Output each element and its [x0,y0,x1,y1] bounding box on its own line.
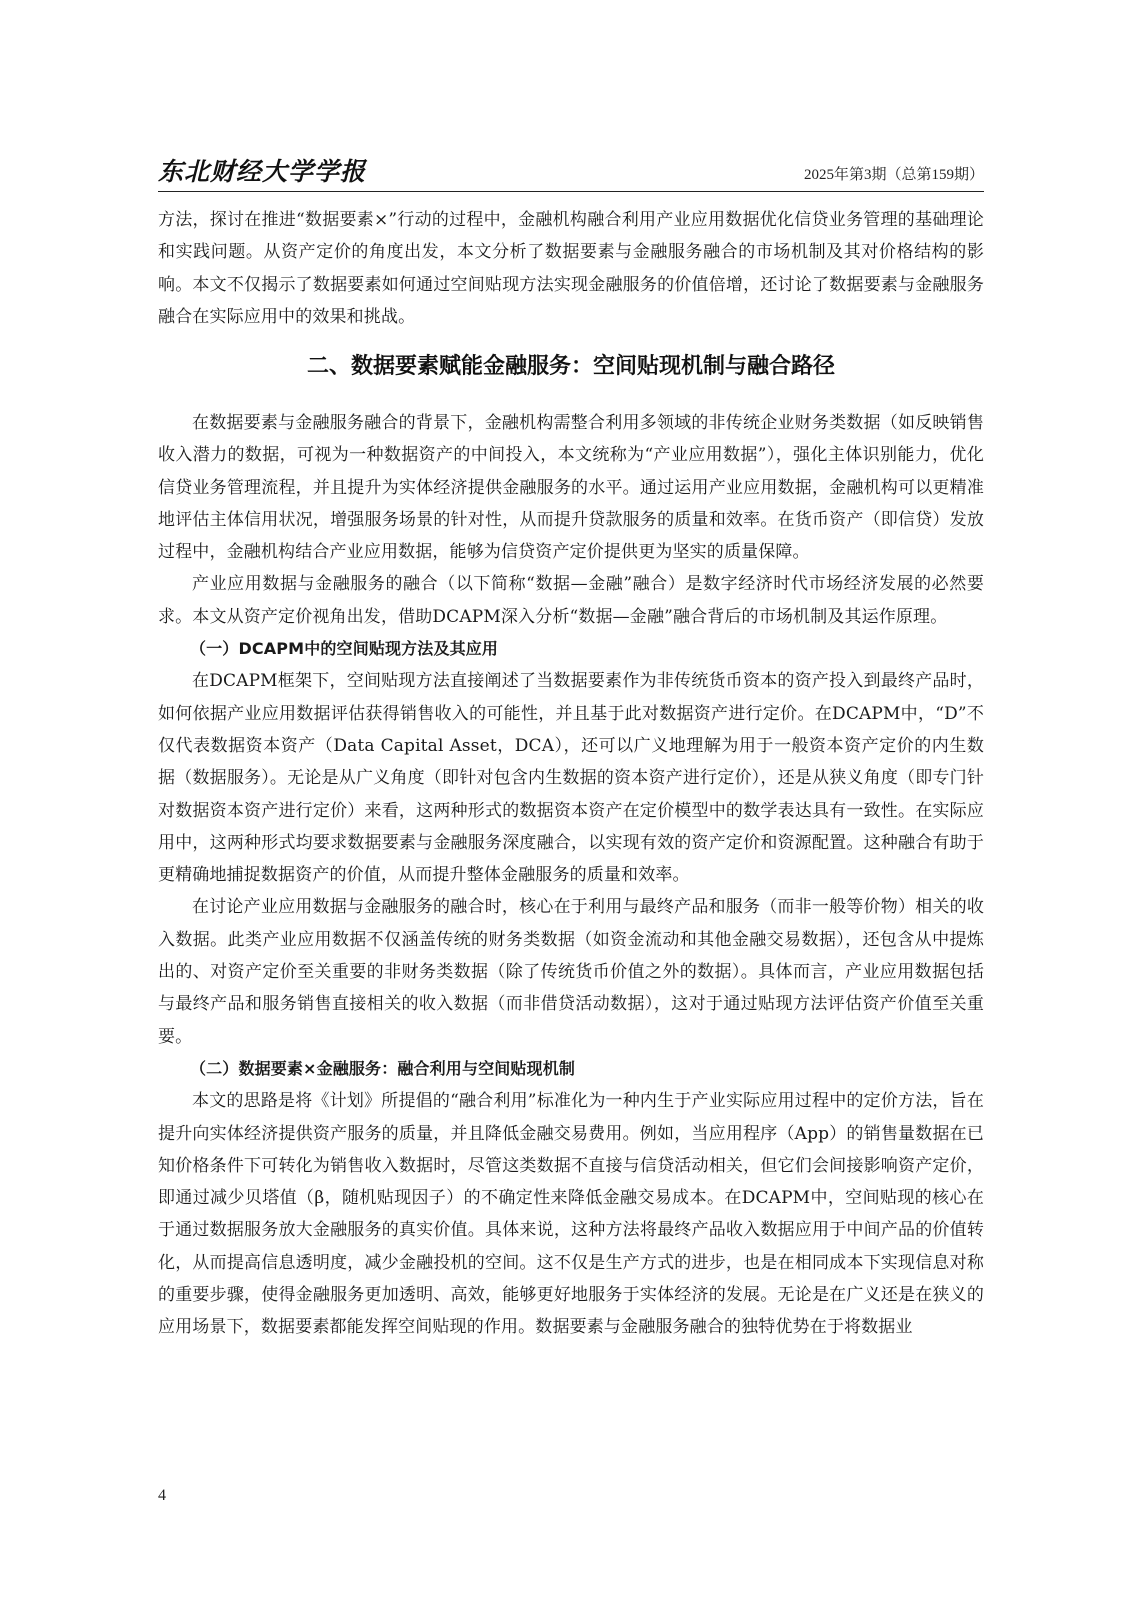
page-header [158,156,984,190]
paragraph: 在DCAPM框架下，空间贴现方法直接阐述了当数据要素作为非传统货币资本的资产投入到最终产品时，如何依据产业应用数据评估获得销售收入的可能性，并且基于此对数据资产进行定价。在DCAPM中，“D”不仅代表数据资本资产（Data Capital Asset，DCA），还可以广义地理解为用于一般资本资产定价的内生数据（数据服务）。无论是从广义角度（即针对包含内生数据的资本资产进行定价），还是从狭义角度（即专门针对数据资本资产进行定价）来看，这两种形式的数据资本资产在定价模型中的数学表达具有一致性。在实际应用中，这两种形式均要求数据要素与金融服务深度融合，以实现有效的资产定价和资源配置。这种融合有助于更精确地捕捉数据资产的价值，从而提升整体金融服务的质量和效率。 [158,671,984,886]
intro-paragraph: 方法，探讨在推进“数据要素×”行动的过程中，金融机构融合利用产业应用数据优化信贷业务管理的基础理论和实践问题。从资产定价的角度出发，本文分析了数据要素与金融服务融合的市场机制及其对价格结构的影响。本文不仅揭示了数据要素如何通过空间贴现方法实现金融服务的价值倍增，还讨论了数据要素与金融服务融合在实际应用中的效果和挑战。 [158,210,984,327]
subsection-title: （二）数据要素×金融服务：融合利用与空间贴现机制 [190,1058,576,1078]
header-rule [158,191,984,192]
intro-text-block [158,204,984,333]
paragraph: 在讨论产业应用数据与金融服务的融合时，核心在于利用与最终产品和服务（而非一般等价物）相关的收入数据。此类产业应用数据不仅涵盖传统的财务类数据（如资金流动和其他金融交易数据），还包含从中提炼出的、对资产定价至关重要的非财务类数据（除了传统货币价值之外的数据）。具体而言，产业应用数据包括与最终产品和服务销售直接相关的收入数据（而非借贷活动数据），这对于通过贴现方法评估资产价值至关重要。 [158,897,984,1047]
page-number: 4 [158,1487,166,1504]
main-text-block [158,407,984,1344]
paragraph: 在数据要素与金融服务融合的背景下，金融机构需整合利用多领域的非传统企业财务类数据（如反映销售收入潜力的数据，可视为一种数据资产的中间投入，本文统称为“产业应用数据”），强化主体识别能力，优化信贷业务管理流程，并且提升为实体经济提供金融服务的水平。通过运用产业应用数据，金融机构可以更精准地评估主体信用状况，增强服务场景的针对性，从而提升贷款服务的质量和效率。在货币资产（即信贷）发放过程中，金融机构结合产业应用数据，能够为信贷资产定价提供更为坚实的质量保障。 [158,413,984,563]
journal-name: 东北财经大学学报 [158,157,367,186]
issue-info: 2025年第3期（总第159期） [803,167,984,183]
paragraph: 本文的思路是将《计划》所提倡的“融合利用”标准化为一种内生于产业实际应用过程中的定价方法，旨在提升向实体经济提供资产服务的质量，并且降低金融交易费用。例如，当应用程序（App）的销售量数据在已知价格条件下可转化为销售收入数据时，尽管这类数据不直接与信贷活动相关，但它们会间接影响资产定价，即通过减少贝塔值（β，随机贴现因子）的不确定性来降低金融交易成本。在DCAPM中，空间贴现的核心在于通过数据服务放大金融服务的真实价值。具体来说，这种方法将最终产品收入数据应用于中间产品的价值转化，从而提高信息透明度，减少金融投机的空间。这不仅是生产方式的进步，也是在相同成本下实现信息对称的重要步骤，使得金融服务更加透明、高效，能够更好地服务于实体经济的发展。无论是在广义还是在狭义的应用场景下，数据要素都能发挥空间贴现的作用。数据要素与金融服务融合的独特优势在于将数据业 [158,1091,984,1338]
section-title: 二、数据要素赋能金融服务：空间贴现机制与融合路径 [306,354,835,379]
subsection-title: （一）DCAPM中的空间贴现方法及其应用 [190,639,499,659]
paragraph: 产业应用数据与金融服务的融合（以下简称“数据—金融”融合）是数字经济时代市场经济发展的必然要求。本文从资产定价视角出发，借助DCAPM深入分析“数据—金融”融合背后的市场机制及其运作原理。 [158,574,984,627]
